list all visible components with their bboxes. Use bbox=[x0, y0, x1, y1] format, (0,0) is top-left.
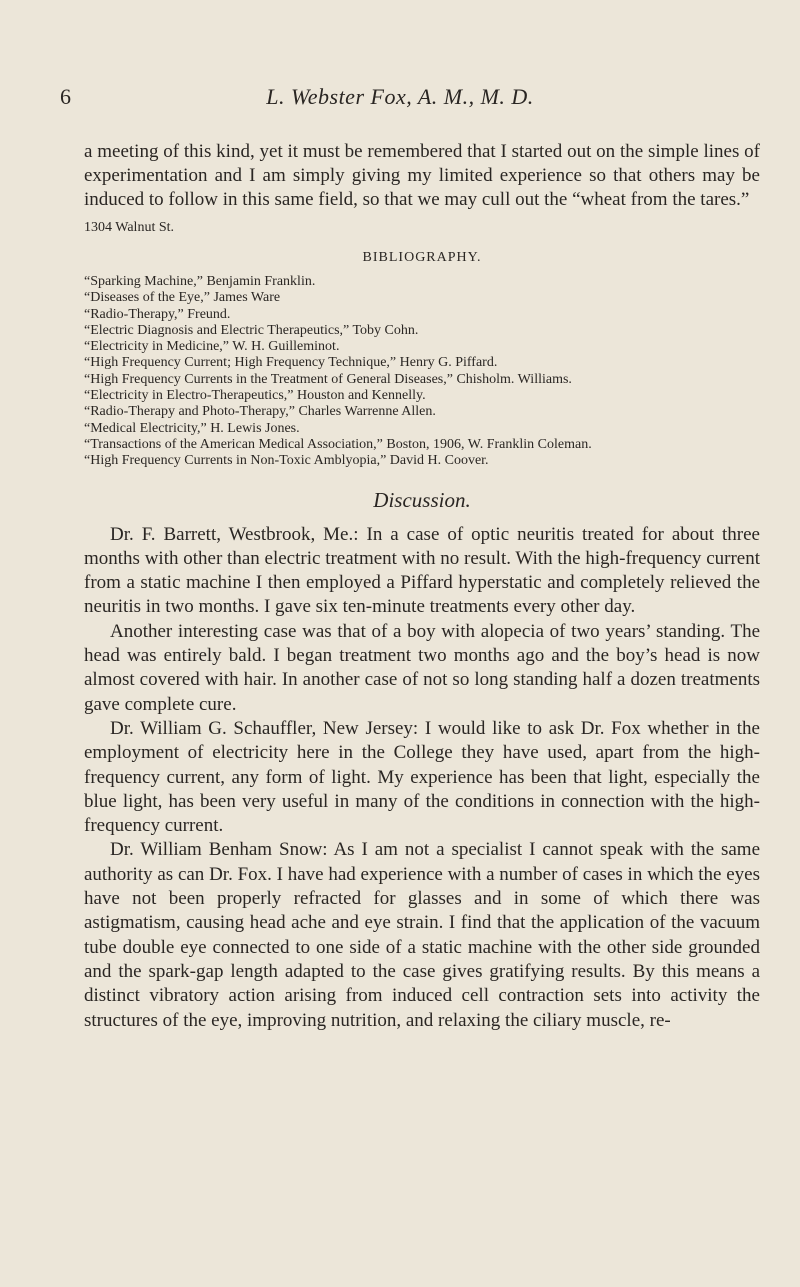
discussion-paragraph: Dr. William G. Schauffler, New Jersey: I would like to ask Dr. Fox whether in the employment of electricity here in the College they have used, apart from the high-frequency current, any form of light. My experience has been that light, especially the blue light, has been very useful in many of the conditions in connection with the high-frequency current. bbox=[84, 717, 760, 837]
page-number: 6 bbox=[60, 84, 71, 109]
bibliography-entry: “Sparking Machine,” Benjamin Franklin. bbox=[84, 274, 316, 289]
bibliography-entry: “Medical Electricity,” H. Lewis Jones. bbox=[84, 420, 300, 436]
bibliography-entry: “High Frequency Current; High Frequency Technique,” Henry G. Piffard. bbox=[84, 355, 498, 371]
bibliography-entry: “Electric Diagnosis and Electric Therapeutics,” Toby Cohn. bbox=[84, 322, 419, 338]
discussion-heading: Discussion. bbox=[373, 487, 471, 512]
intro-section bbox=[84, 140, 760, 212]
intro-paragraph: a meeting of this kind, yet it must be remembered that I started out on the simple lines of experimentation and I am simply giving my limited experience so that others may be induced to follow in this same field, so that we may cull out the “wheat from the tares.” bbox=[84, 141, 760, 210]
discussion-paragraph: Another interesting case was that of a boy with alopecia of two years’ standing. The head was entirely bald. I began treatment two months ago and the boy’s head is now almost covered with hair. In another case of not so long standing half a dozen treatments gave complete cure. bbox=[84, 620, 760, 715]
bibliography-entry: “Electricity in Medicine,” W. H. Guilleminot. bbox=[84, 339, 340, 355]
discussion-section bbox=[84, 523, 760, 1033]
running-head: L. Webster Fox, A. M., M. D. bbox=[266, 84, 534, 109]
author-address: 1304 Walnut St. bbox=[84, 220, 175, 235]
bibliography-entry: “High Frequency Currents in Non-Toxic Amblyopia,” David H. Coover. bbox=[84, 453, 489, 469]
page-content bbox=[84, 140, 760, 1033]
bibliography-entry: “Radio-Therapy and Photo-Therapy,” Charles Warrenne Allen. bbox=[84, 404, 436, 420]
discussion-paragraph: Dr. William Benham Snow: As I am not a specialist I cannot speak with the same authority as can Dr. Fox. I have had experience with a number of cases in which the eyes have not been properly refracted for glasses and in some of which there was astigmatism, causing head ache and eye strain. I find that the application of the vacuum tube double eye connected to one side of a static machine with the other side grounded and the spark-gap length adapted to the case gives gratifying results. By this means a distinct vibratory action arising from induced cell contraction sets into activity the structures of the eye, improving nutrition, and relaxing the ciliary muscle, re- bbox=[84, 839, 760, 1031]
bibliography-entry: “Radio-Therapy,” Freund. bbox=[84, 306, 231, 322]
page-header bbox=[60, 84, 740, 114]
bibliography-entry: “Diseases of the Eye,” James Ware bbox=[84, 290, 281, 306]
bibliography-entry: “Electricity in Electro-Therapeutics,” Houston and Kennelly. bbox=[84, 388, 426, 404]
bibliography-entry: “High Frequency Currents in the Treatment of General Diseases,” Chisholm. Williams. bbox=[84, 371, 572, 387]
bibliography-heading: BIBLIOGRAPHY. bbox=[362, 250, 482, 265]
bibliography-list bbox=[84, 274, 760, 470]
bibliography-entry: “Transactions of the American Medical Association,” Boston, 1906, W. Franklin Coleman. bbox=[84, 436, 592, 452]
discussion-paragraph: Dr. F. Barrett, Westbrook, Me.: In a case of optic neuritis treated for about three months with other than electric treatment with no result. With the high-frequency current from a static machine I then employed a Piffard hyperstatic and completely relieved the neuritis in two months. I gave six ten-minute treatments every other day. bbox=[84, 523, 760, 618]
